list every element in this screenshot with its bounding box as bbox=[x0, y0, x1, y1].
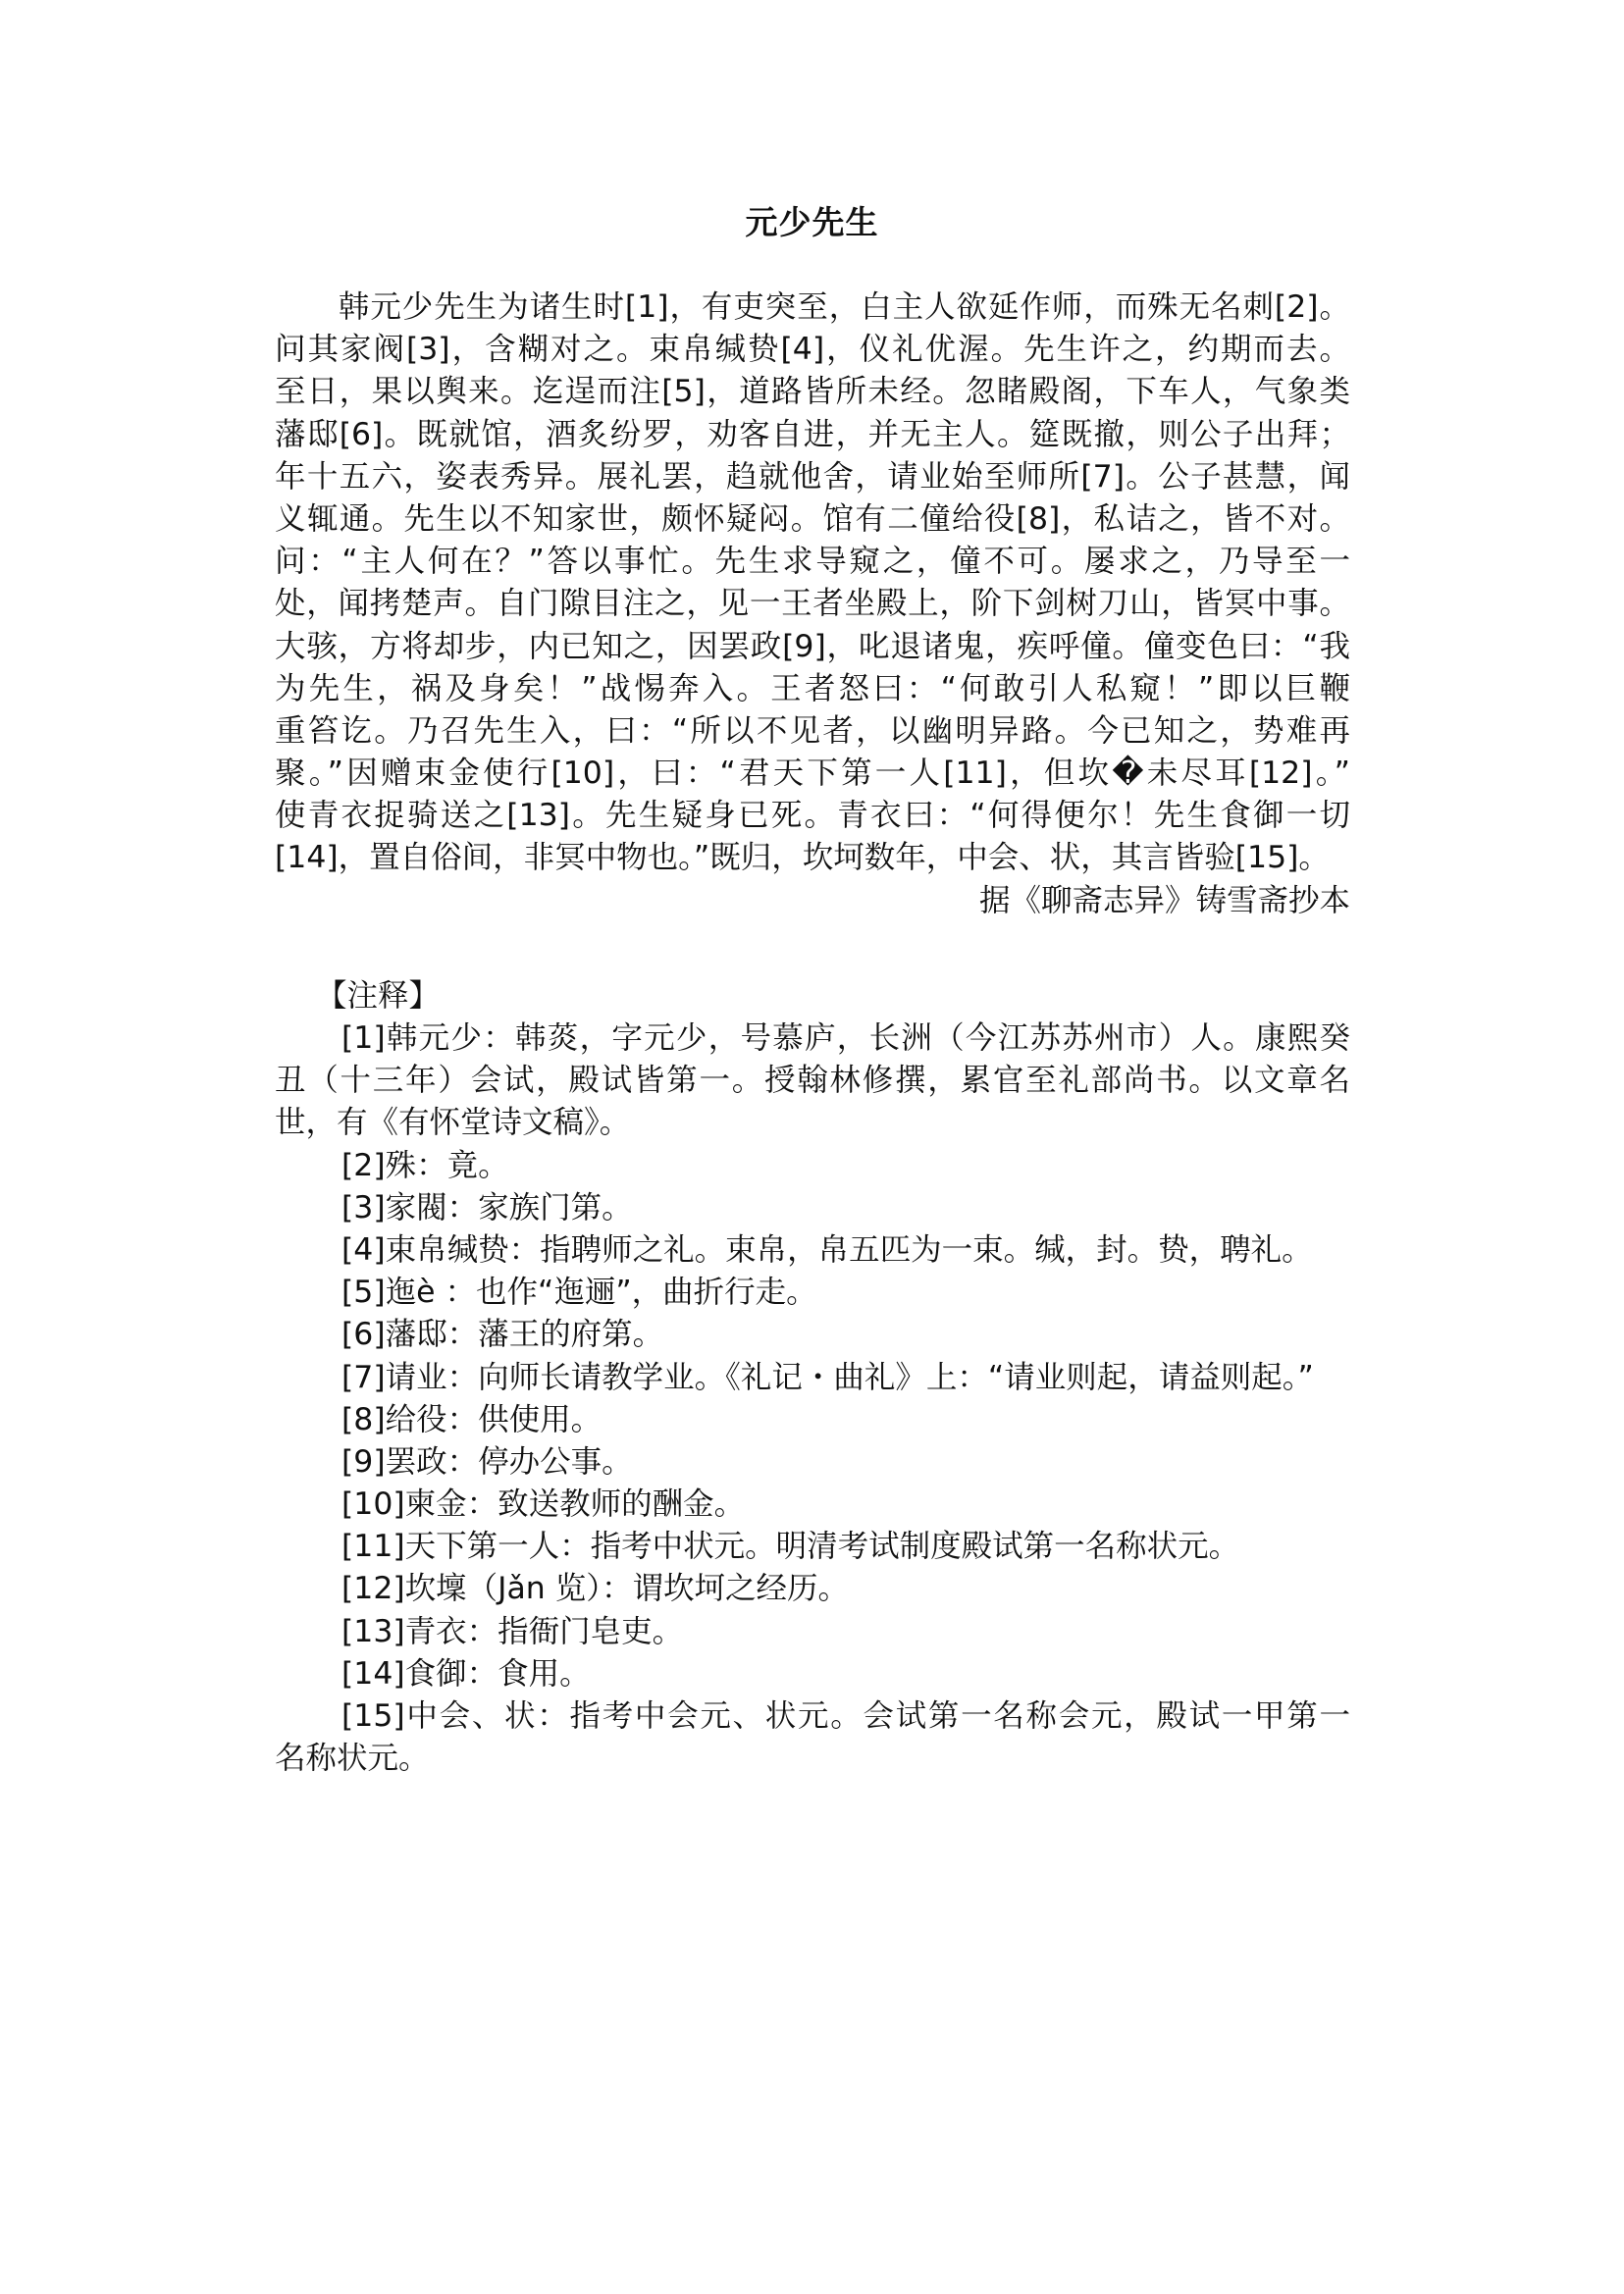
note-item bbox=[275, 1187, 1350, 1229]
note-item bbox=[275, 1272, 1350, 1314]
note-line: [3]家閥：家族门第。 bbox=[341, 1189, 633, 1225]
document-title: 元少先生 bbox=[745, 203, 879, 241]
note-item bbox=[275, 1611, 1350, 1653]
story-line: 问其家阀[3]，含糊对之。束帛缄贽[4]，仪礼优渥。先生许之，约期而去。 bbox=[275, 332, 1350, 368]
story-line: 为先生，祸及身矣！”战惕奔入。王者怒曰：“何敢引人私窥！”即以巨鞭 bbox=[275, 670, 1350, 706]
note-line: [1]韩元少：韩菼，字元少，号慕庐，长洲（今江苏苏州市）人。康熙癸 bbox=[341, 1020, 1350, 1056]
story-line: [14]，置自俗间，非冥中物也。”既归，坎坷数年，中会、状，其言皆验[15]。 bbox=[275, 840, 1330, 876]
note-item bbox=[275, 1653, 1350, 1695]
story-line: 韩元少先生为诸生时[1]，有吏突至，白主人欲延作师，而殊无名刺[2]。 bbox=[275, 289, 1350, 325]
note-line: [14]食御：食用。 bbox=[341, 1655, 591, 1692]
story-line: 大骇，方将却步，内已知之，因罢政[9]，叱退诸鬼，疾呼僮。僮变色曰：“我 bbox=[275, 628, 1350, 664]
notes-heading: 【注释】 bbox=[316, 978, 441, 1014]
source-citation: 据《聊斋志异》铸雪斋抄本 bbox=[978, 883, 1350, 918]
note-line: 名称状元。 bbox=[275, 1741, 430, 1777]
story-line: 问：“主人何在？”答以事忙。先生求导窥之，僮不可。屡求之，乃导至一 bbox=[275, 544, 1350, 580]
note-line: [5]迤è ：也作“迤逦”，曲折行走。 bbox=[341, 1275, 817, 1311]
note-item bbox=[275, 1695, 1350, 1780]
note-line: [8]给役：供使用。 bbox=[341, 1401, 602, 1437]
note-item bbox=[275, 1399, 1350, 1441]
note-line: 世，有《有怀堂诗文稿》。 bbox=[275, 1105, 631, 1141]
note-line: [6]藩邸：藩王的府第。 bbox=[341, 1317, 664, 1353]
story-line: 聚。”因赠束金使行[10]，曰：“君天下第一人[11]，但坎�未尽耳[12]。” bbox=[275, 756, 1350, 792]
note-item bbox=[275, 1357, 1350, 1399]
note-line: [15]中会、状：指考中会元、状元。会试第一名称会元，殿试一甲第一 bbox=[341, 1698, 1350, 1734]
story-line: 义辄通。先生以不知家世，颇怀疑闷。馆有二僮给役[8]，私诘之，皆不对。 bbox=[275, 500, 1350, 537]
note-item bbox=[275, 1568, 1350, 1610]
note-line: [13]青衣：指衙门皂吏。 bbox=[341, 1613, 684, 1649]
note-item bbox=[275, 1484, 1350, 1526]
note-line: [9]罢政：停办公事。 bbox=[341, 1443, 633, 1480]
note-line: [4]束帛缄贽：指聘师之礼。束帛，帛五匹为一束。缄，封。贽，聘礼。 bbox=[341, 1231, 1313, 1268]
note-line: [12]坎壈（Jǎn 览）：谓坎坷之经历。 bbox=[341, 1571, 849, 1607]
story-line: 使青衣捉骑送之[13]。先生疑身已死。青衣曰：“何得便尔！先生食御一切 bbox=[275, 798, 1350, 834]
note-line: [2]殊：竟。 bbox=[341, 1147, 509, 1183]
story-line: 年十五六，姿表秀异。展礼罢，趋就他舍，请业始至师所[7]。公子甚慧，闻 bbox=[275, 458, 1350, 495]
note-line: [11]天下第一人：指考中状元。明清考试制度殿试第一名称状元。 bbox=[341, 1529, 1240, 1565]
notes-list bbox=[275, 1017, 1350, 1780]
note-item bbox=[275, 1526, 1350, 1568]
story-line: 至日，果以舆来。迄逞而注[5]，道路皆所未经。忽睹殿阁，下车人，气象类 bbox=[275, 374, 1350, 410]
story-line: 藩邸[6]。既就馆，酒炙纷罗，劝客自进，并无主人。筵既撤，则公子出拜； bbox=[275, 416, 1350, 452]
story-line: 重笞讫。乃召先生入，曰：“所以不见者，以幽明异路。今已知之，势难再 bbox=[275, 712, 1350, 749]
note-line: 丑（十三年）会试，殿试皆第一。授翰林修撰，累官至礼部尚书。以文章名 bbox=[275, 1063, 1350, 1099]
note-item bbox=[275, 1441, 1350, 1484]
note-item bbox=[275, 1017, 1350, 1145]
note-line: [7]请业：向师长请教学业。《礼记・曲礼》上：“请业则起，请益则起。” bbox=[341, 1359, 1314, 1395]
story-text bbox=[275, 287, 1350, 880]
note-item bbox=[275, 1145, 1350, 1187]
note-item bbox=[275, 1229, 1350, 1272]
story-line: 处，闻拷楚声。自门隙目注之，见一王者坐殿上，阶下剑树刀山，皆冥中事。 bbox=[275, 586, 1350, 622]
note-line: [10]柬金：致送教师的酬金。 bbox=[341, 1486, 746, 1523]
note-item bbox=[275, 1314, 1350, 1356]
